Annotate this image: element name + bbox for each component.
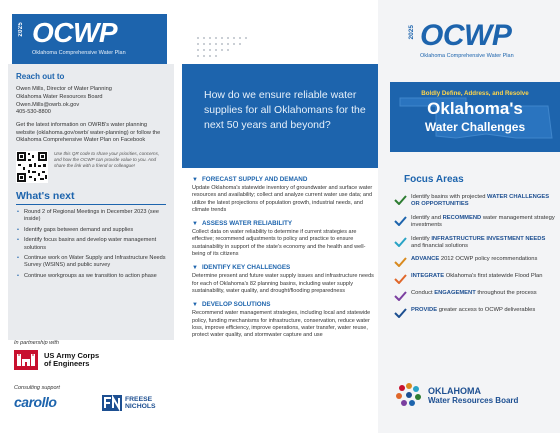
step-text: Determine present and future water supply issues and infrastructure needs for each of Oklahoma's 82 planning basins, including water supply sustainability, water quality, and drought/flooding preparedness bbox=[192, 273, 374, 294]
checkmark-icon bbox=[394, 257, 407, 267]
focus-item-post: Oklahoma's first statewide Flood Plan bbox=[444, 273, 543, 280]
fn-line-2: NICHOLS bbox=[125, 403, 156, 410]
focus-item-bold: RECOMMEND bbox=[442, 214, 482, 221]
step-title: DEVELOP SOLUTIONS bbox=[201, 301, 271, 309]
whats-next-heading: What's next bbox=[16, 190, 166, 205]
focus-item bbox=[394, 236, 556, 251]
list-item: • Round 2 of Regional Meetings in December 2023 (see inside) bbox=[16, 209, 166, 224]
focus-item-post: and financial solutions bbox=[411, 243, 469, 250]
hero-banner bbox=[390, 82, 560, 152]
question-text: How do we ensure reliable water supplies for all Oklahomans for the next 50 years and beyond? bbox=[204, 89, 366, 131]
focus-item-text bbox=[411, 256, 537, 263]
list-item: • Continue workgroups as we transition to action phase bbox=[16, 273, 166, 280]
focus-item bbox=[394, 194, 556, 209]
focus-item-pre: Conduct bbox=[411, 290, 435, 297]
focus-item-post: greater access to OCWP deliverables bbox=[437, 307, 536, 314]
chevron-down-icon: ▼ bbox=[192, 176, 198, 183]
middle-panel bbox=[182, 0, 378, 433]
left-panel bbox=[0, 0, 182, 433]
logo-text: OCWP bbox=[420, 19, 512, 52]
freese-nichols-icon bbox=[102, 395, 122, 411]
focus-item-text bbox=[411, 307, 535, 314]
contact-email[interactable]: Owen.Mills@owrb.ok.gov bbox=[16, 101, 80, 108]
contact-section bbox=[8, 64, 174, 340]
step-identify bbox=[192, 264, 374, 295]
carollo-logo: carollo bbox=[14, 394, 57, 410]
hero-subtitle: Water Challenges bbox=[424, 120, 526, 134]
chevron-down-icon: ▼ bbox=[192, 220, 198, 227]
focus-item-text bbox=[411, 194, 556, 209]
focus-item-post: 2012 OCWP policy recommendations bbox=[439, 256, 538, 263]
step-text: Update Oklahoma's statewide inventory of groundwater and surface water resources and availability; collect and analyze current water use data; and utilize the latest projections of population growth, industrial needs, and climate trends bbox=[192, 185, 373, 213]
checkmark-icon bbox=[394, 237, 407, 247]
focus-areas-list bbox=[394, 194, 556, 324]
focus-item-post: throughout the process bbox=[475, 290, 537, 297]
question-banner bbox=[182, 64, 378, 168]
focus-item-bold: WATER CHALLENGES OR OPPORTUNITIES bbox=[411, 194, 550, 208]
owrb-name: OKLAHOMA bbox=[428, 385, 481, 396]
step-assess bbox=[192, 220, 374, 258]
focus-item-text bbox=[411, 290, 537, 297]
step-text: Collect data on water reliability to determine if current strategies are effective; recommend adjustments to policy and practice to ensure sustainability in support of the state's economy and the health and well-being of its citizens bbox=[192, 229, 366, 258]
logo-subtitle: Oklahoma Comprehensive Water Plan bbox=[420, 53, 514, 59]
usace-line-1: US Army Corps bbox=[44, 351, 100, 360]
focus-item-bold: PROVIDE bbox=[411, 307, 438, 314]
list-item: • Continue work on Water Supply and Infrastructure Needs Survey (WSINS) and public survey bbox=[16, 255, 166, 270]
owrb-logo bbox=[394, 380, 518, 410]
castle-icon bbox=[14, 350, 38, 370]
checkmark-icon bbox=[394, 216, 407, 226]
logo-text: OCWP bbox=[32, 17, 118, 48]
focus-item-text bbox=[411, 273, 543, 280]
step-title: ASSESS WATER RELIABILITY bbox=[201, 220, 293, 228]
owrb-board: Water Resources Board bbox=[428, 395, 519, 405]
focus-item-bold: INFRASTRUCTURE INVESTMENT NEEDS bbox=[431, 235, 546, 242]
qr-caption: Use this QR code to share your priorities, concerns, and how the OCWP can provide value to you. And share the link with a friend or colleague! bbox=[54, 150, 160, 169]
step-title: FORECAST SUPPLY AND DEMAND bbox=[201, 176, 308, 183]
checkmark-icon bbox=[394, 274, 407, 284]
info-text: Get the latest information on OWRB's water planning website (oklahoma.gov/owrb/ water-planning) or follow the Oklahoma Comprehensive Water Plan on Facebook bbox=[16, 122, 161, 144]
contact-phone: 405-530-8800 bbox=[16, 109, 51, 116]
focus-item-pre: Identify bbox=[411, 235, 432, 242]
whats-next-list bbox=[16, 209, 166, 280]
checkmark-icon bbox=[394, 308, 407, 318]
fn-line-1: FREESE bbox=[125, 396, 153, 403]
focus-item-text bbox=[411, 236, 556, 251]
focus-item bbox=[394, 307, 556, 318]
focus-item-bold: INTEGRATE bbox=[411, 273, 445, 280]
focus-item bbox=[394, 215, 556, 230]
focus-item bbox=[394, 273, 556, 284]
focus-item-bold: ENGAGEMENT bbox=[434, 290, 476, 297]
checkmark-icon bbox=[394, 195, 407, 205]
chevron-down-icon: ▼ bbox=[192, 264, 198, 271]
list-item: • Identify focus basins and develop water management solutions bbox=[16, 237, 166, 252]
usace-line-2: of Engineers bbox=[44, 359, 90, 368]
ocwp-logo-cover bbox=[408, 18, 528, 62]
step-text: Recommend water management strategies, including local and statewide policy, funding mechanisms for infrastructure, conservation, reduce water loss, improve efficiency, improve operations, water transfer, water reuse, protect water quality, and stormwater capture and use bbox=[192, 310, 371, 339]
focus-item-text bbox=[411, 215, 556, 230]
consulting-label: Consulting support bbox=[14, 385, 60, 391]
focus-item bbox=[394, 290, 556, 301]
focus-areas-heading: Focus Areas bbox=[404, 174, 464, 185]
focus-item-pre: Identify basins with projected bbox=[411, 194, 488, 200]
logo-year: 2025 bbox=[18, 22, 24, 37]
step-title: IDENTIFY KEY CHALLENGES bbox=[201, 264, 291, 272]
focus-item-post: water management strategy investments bbox=[411, 214, 555, 229]
step-forecast bbox=[192, 176, 374, 214]
step-develop bbox=[192, 301, 374, 339]
owrb-emblem-icon bbox=[394, 380, 424, 410]
focus-item-bold: ADVANCE bbox=[411, 256, 440, 263]
ocwp-logo bbox=[12, 14, 167, 64]
usace-name bbox=[44, 352, 99, 368]
freese-nichols-name bbox=[125, 396, 156, 410]
usace-logo bbox=[14, 350, 99, 370]
list-item: • Identify gaps between demand and supplies bbox=[16, 227, 166, 234]
steps-list bbox=[192, 176, 374, 345]
focus-item-pre: Identify and bbox=[411, 214, 443, 221]
checkmark-icon bbox=[394, 291, 407, 301]
focus-item bbox=[394, 256, 556, 267]
logo-year: 2025 bbox=[408, 25, 415, 40]
partnership-label: In partnership with bbox=[14, 340, 59, 346]
reach-out-heading: Reach out to bbox=[16, 72, 65, 81]
chevron-down-icon: ▼ bbox=[192, 301, 198, 308]
qr-code-icon[interactable] bbox=[16, 151, 48, 183]
freese-nichols-logo bbox=[102, 395, 156, 411]
dot-pattern bbox=[196, 36, 266, 66]
contact-name: Owen Mills, Director of Water Planning bbox=[16, 86, 112, 92]
right-panel bbox=[378, 0, 560, 433]
qr-row bbox=[16, 151, 166, 183]
hero-tagline: Boldly Define, Address, and Resolve bbox=[421, 90, 529, 97]
logo-subtitle: Oklahoma Comprehensive Water Plan bbox=[32, 50, 126, 56]
hero-title: Oklahoma's bbox=[427, 99, 523, 118]
contact-org: Oklahoma Water Resources Board bbox=[16, 93, 103, 100]
